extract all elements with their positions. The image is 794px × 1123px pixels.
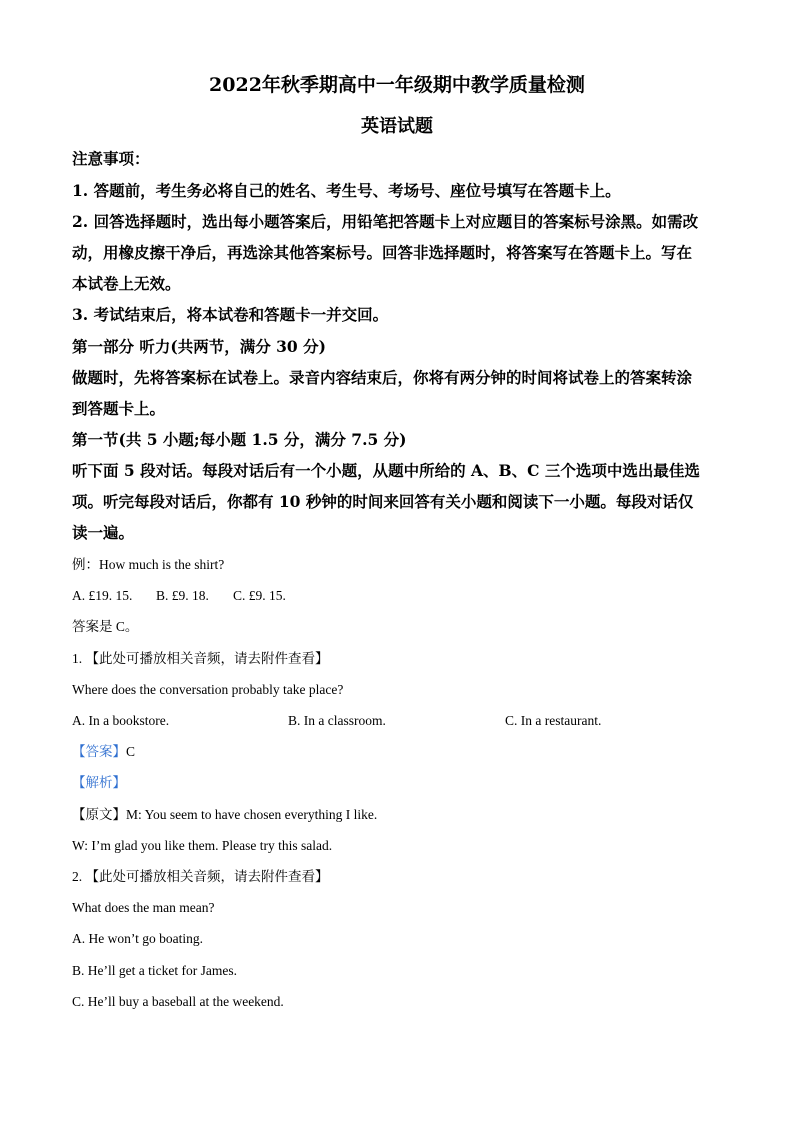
section1-instruction-line-3: 读一遍。 — [72, 523, 135, 542]
example-question: 例：How much is the shirt? — [72, 557, 225, 572]
notes-item-2-line-1: 2. 回答选择题时，选出每小题答案后，用铅笔把答题卡上对应题目的答案标号涂黑。如需改 — [72, 212, 699, 231]
notes-item-2-line-3: 本试卷上无效。 — [72, 274, 181, 293]
q1-option-c: C. In a restaurant. — [505, 713, 602, 728]
example-option-c: C. £9. 15. — [233, 588, 286, 603]
part1-intro-line-1: 做题时，先将答案标在试卷上。录音内容结束后，你将有两分钟的时间将试卷上的答案转涂 — [72, 368, 693, 387]
part1-intro-line-2: 到答题卡上。 — [72, 399, 166, 418]
q1-transcript-w: W: I’m glad you like them. Please try this salad. — [72, 838, 333, 853]
q1-option-b: B. In a classroom. — [288, 713, 386, 728]
example-answer: 答案是 C。 — [72, 619, 139, 634]
section1-instruction-line-2: 项。听完每段对话后，你都有 10 秒钟的时间来回答有关小题和阅读下一小题。每段对话仅 — [72, 492, 694, 511]
section1-heading: 第一节(共 5 小题;每小题 1.5 分，满分 7.5 分) — [72, 430, 407, 449]
notes-item-1: 1. 答题前，考生务必将自己的姓名、考生号、考场号、座位号填写在答题卡上。 — [72, 181, 621, 200]
notes-item-2-line-2: 动，用橡皮擦干净后，再选涂其他答案标号。回答非选择题时，将答案写在答题卡上。写在 — [72, 243, 693, 262]
notes-heading: 注意事项： — [72, 149, 150, 168]
q1-transcript-m-text: M: You seem to have chosen everything I like. — [126, 807, 378, 822]
q1-option-a: A. In a bookstore. — [72, 713, 170, 728]
transcript-tag: 【原文】 — [72, 807, 126, 822]
example-option-b: B. £9. 18. — [156, 588, 209, 603]
q1-answer-value: C — [126, 744, 136, 759]
q2-option-b: B. He’ll get a ticket for James. — [72, 963, 237, 978]
notes-item-3: 3. 考试结束后，将本试卷和答题卡一并交回。 — [72, 305, 389, 324]
q1-question: Where does the conversation probably take place? — [72, 682, 344, 697]
q2-audio-line: 2. 【此处可播放相关音频，请去附件查看】 — [72, 869, 329, 884]
q2-option-c: C. He’ll buy a baseball at the weekend. — [72, 994, 284, 1009]
q1-answer-line — [72, 741, 722, 763]
exam-subtitle: 英语试题 — [361, 116, 433, 137]
part1-heading: 第一部分 听力(共两节，满分 30 分) — [72, 337, 326, 356]
q2-option-a: A. He won’t go boating. — [72, 931, 203, 946]
answer-tag: 【答案】 — [72, 744, 126, 759]
example-option-a: A. £19. 15. — [72, 588, 133, 603]
exam-title: 2022年秋季期高中一年级期中教学质量检测 — [209, 74, 585, 96]
q1-analysis-line — [72, 772, 722, 794]
q1-audio-line: 1. 【此处可播放相关音频，请去附件查看】 — [72, 651, 329, 666]
analysis-tag: 【解析】 — [72, 775, 126, 790]
q1-transcript-m — [72, 804, 722, 826]
section1-instruction-line-1: 听下面 5 段对话。每段对话后有一个小题，从题中所给的 A、B、C 三个选项中选出最佳选 — [72, 461, 700, 480]
q2-question: What does the man mean? — [72, 900, 215, 915]
